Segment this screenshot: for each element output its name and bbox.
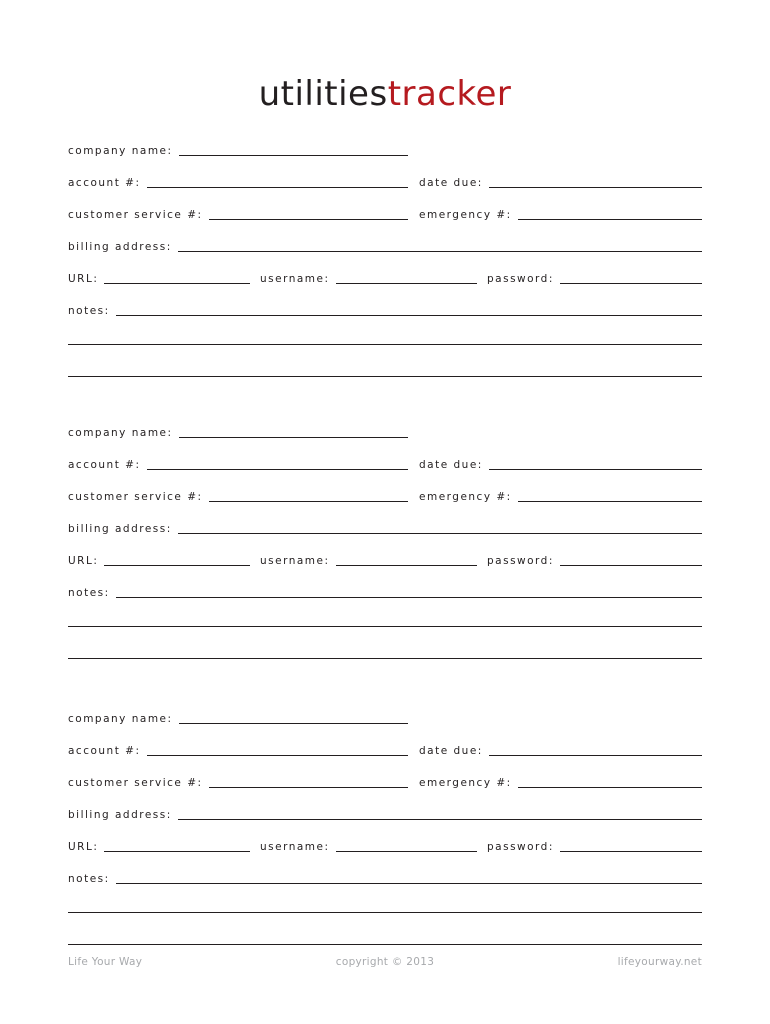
notes-extra-line[interactable] bbox=[68, 344, 702, 345]
customer-service-label: customer service #: bbox=[68, 209, 203, 221]
password-label: password: bbox=[487, 841, 554, 853]
account-number-label: account #: bbox=[68, 745, 141, 757]
username-line[interactable] bbox=[336, 851, 477, 852]
emergency-number-line[interactable] bbox=[518, 501, 702, 502]
url-label: URL: bbox=[68, 841, 99, 853]
date-due-field[interactable] bbox=[419, 174, 702, 190]
url-label: URL: bbox=[68, 273, 99, 285]
tracker-entry-3 bbox=[68, 710, 702, 950]
emergency-number-field[interactable] bbox=[419, 488, 702, 504]
company-name-line[interactable] bbox=[179, 437, 408, 438]
account-number-line[interactable] bbox=[147, 469, 408, 470]
company-name-line[interactable] bbox=[179, 723, 408, 724]
password-field[interactable] bbox=[487, 552, 702, 568]
tracker-entry-2 bbox=[68, 424, 702, 664]
company-name-label: company name: bbox=[68, 713, 173, 725]
billing-address-field[interactable] bbox=[68, 520, 702, 536]
date-due-field[interactable] bbox=[419, 742, 702, 758]
customer-service-line[interactable] bbox=[209, 787, 408, 788]
url-label: URL: bbox=[68, 555, 99, 567]
date-due-label: date due: bbox=[419, 177, 483, 189]
notes-line[interactable] bbox=[116, 597, 702, 598]
billing-address-field[interactable] bbox=[68, 806, 702, 822]
username-line[interactable] bbox=[336, 565, 477, 566]
account-number-line[interactable] bbox=[147, 755, 408, 756]
company-name-field[interactable] bbox=[68, 142, 408, 158]
password-field[interactable] bbox=[487, 838, 702, 854]
emergency-number-field[interactable] bbox=[419, 774, 702, 790]
password-line[interactable] bbox=[560, 283, 702, 284]
username-line[interactable] bbox=[336, 283, 477, 284]
customer-service-field[interactable] bbox=[68, 488, 408, 504]
notes-line[interactable] bbox=[116, 883, 702, 884]
title-part-tracker: tracker bbox=[387, 74, 512, 114]
url-field[interactable] bbox=[68, 270, 250, 286]
emergency-number-field[interactable] bbox=[419, 206, 702, 222]
customer-service-line[interactable] bbox=[209, 501, 408, 502]
password-field[interactable] bbox=[487, 270, 702, 286]
notes-label: notes: bbox=[68, 305, 110, 317]
notes-extra-line[interactable] bbox=[68, 944, 702, 945]
notes-field[interactable] bbox=[68, 302, 702, 318]
notes-extra-line[interactable] bbox=[68, 626, 702, 627]
billing-address-label: billing address: bbox=[68, 809, 172, 821]
account-number-field[interactable] bbox=[68, 174, 408, 190]
date-due-label: date due: bbox=[419, 459, 483, 471]
password-label: password: bbox=[487, 555, 554, 567]
company-name-label: company name: bbox=[68, 427, 173, 439]
tracker-entry-1 bbox=[68, 142, 702, 382]
date-due-line[interactable] bbox=[489, 755, 702, 756]
url-line[interactable] bbox=[104, 851, 250, 852]
notes-field[interactable] bbox=[68, 870, 702, 886]
billing-address-label: billing address: bbox=[68, 241, 172, 253]
password-line[interactable] bbox=[560, 851, 702, 852]
customer-service-field[interactable] bbox=[68, 206, 408, 222]
username-field[interactable] bbox=[260, 838, 477, 854]
footer-copyright: copyright © 2013 bbox=[335, 956, 435, 968]
username-field[interactable] bbox=[260, 270, 477, 286]
company-name-label: company name: bbox=[68, 145, 173, 157]
date-due-line[interactable] bbox=[489, 469, 702, 470]
url-line[interactable] bbox=[104, 283, 250, 284]
billing-address-line[interactable] bbox=[178, 251, 702, 252]
notes-field[interactable] bbox=[68, 584, 702, 600]
company-name-field[interactable] bbox=[68, 710, 408, 726]
footer-brand: Life Your Way bbox=[68, 956, 143, 968]
billing-address-field[interactable] bbox=[68, 238, 702, 254]
username-label: username: bbox=[260, 273, 330, 285]
date-due-line[interactable] bbox=[489, 187, 702, 188]
date-due-label: date due: bbox=[419, 745, 483, 757]
account-number-field[interactable] bbox=[68, 742, 408, 758]
emergency-number-label: emergency #: bbox=[419, 777, 512, 789]
footer-website: lifeyourway.net bbox=[617, 956, 702, 968]
notes-label: notes: bbox=[68, 587, 110, 599]
notes-extra-line[interactable] bbox=[68, 376, 702, 377]
emergency-number-line[interactable] bbox=[518, 787, 702, 788]
title-part-utilities: utilities bbox=[258, 74, 388, 114]
password-label: password: bbox=[487, 273, 554, 285]
password-line[interactable] bbox=[560, 565, 702, 566]
emergency-number-label: emergency #: bbox=[419, 491, 512, 503]
emergency-number-line[interactable] bbox=[518, 219, 702, 220]
url-field[interactable] bbox=[68, 838, 250, 854]
notes-line[interactable] bbox=[116, 315, 702, 316]
username-label: username: bbox=[260, 841, 330, 853]
account-number-field[interactable] bbox=[68, 456, 408, 472]
url-line[interactable] bbox=[104, 565, 250, 566]
account-number-label: account #: bbox=[68, 459, 141, 471]
customer-service-label: customer service #: bbox=[68, 777, 203, 789]
username-label: username: bbox=[260, 555, 330, 567]
account-number-line[interactable] bbox=[147, 187, 408, 188]
url-field[interactable] bbox=[68, 552, 250, 568]
customer-service-label: customer service #: bbox=[68, 491, 203, 503]
date-due-field[interactable] bbox=[419, 456, 702, 472]
account-number-label: account #: bbox=[68, 177, 141, 189]
notes-extra-line[interactable] bbox=[68, 658, 702, 659]
notes-extra-line[interactable] bbox=[68, 912, 702, 913]
page-title bbox=[0, 72, 770, 116]
billing-address-line[interactable] bbox=[178, 819, 702, 820]
notes-label: notes: bbox=[68, 873, 110, 885]
username-field[interactable] bbox=[260, 552, 477, 568]
emergency-number-label: emergency #: bbox=[419, 209, 512, 221]
company-name-field[interactable] bbox=[68, 424, 408, 440]
customer-service-line[interactable] bbox=[209, 219, 408, 220]
billing-address-label: billing address: bbox=[68, 523, 172, 535]
company-name-line[interactable] bbox=[179, 155, 408, 156]
billing-address-line[interactable] bbox=[178, 533, 702, 534]
customer-service-field[interactable] bbox=[68, 774, 408, 790]
